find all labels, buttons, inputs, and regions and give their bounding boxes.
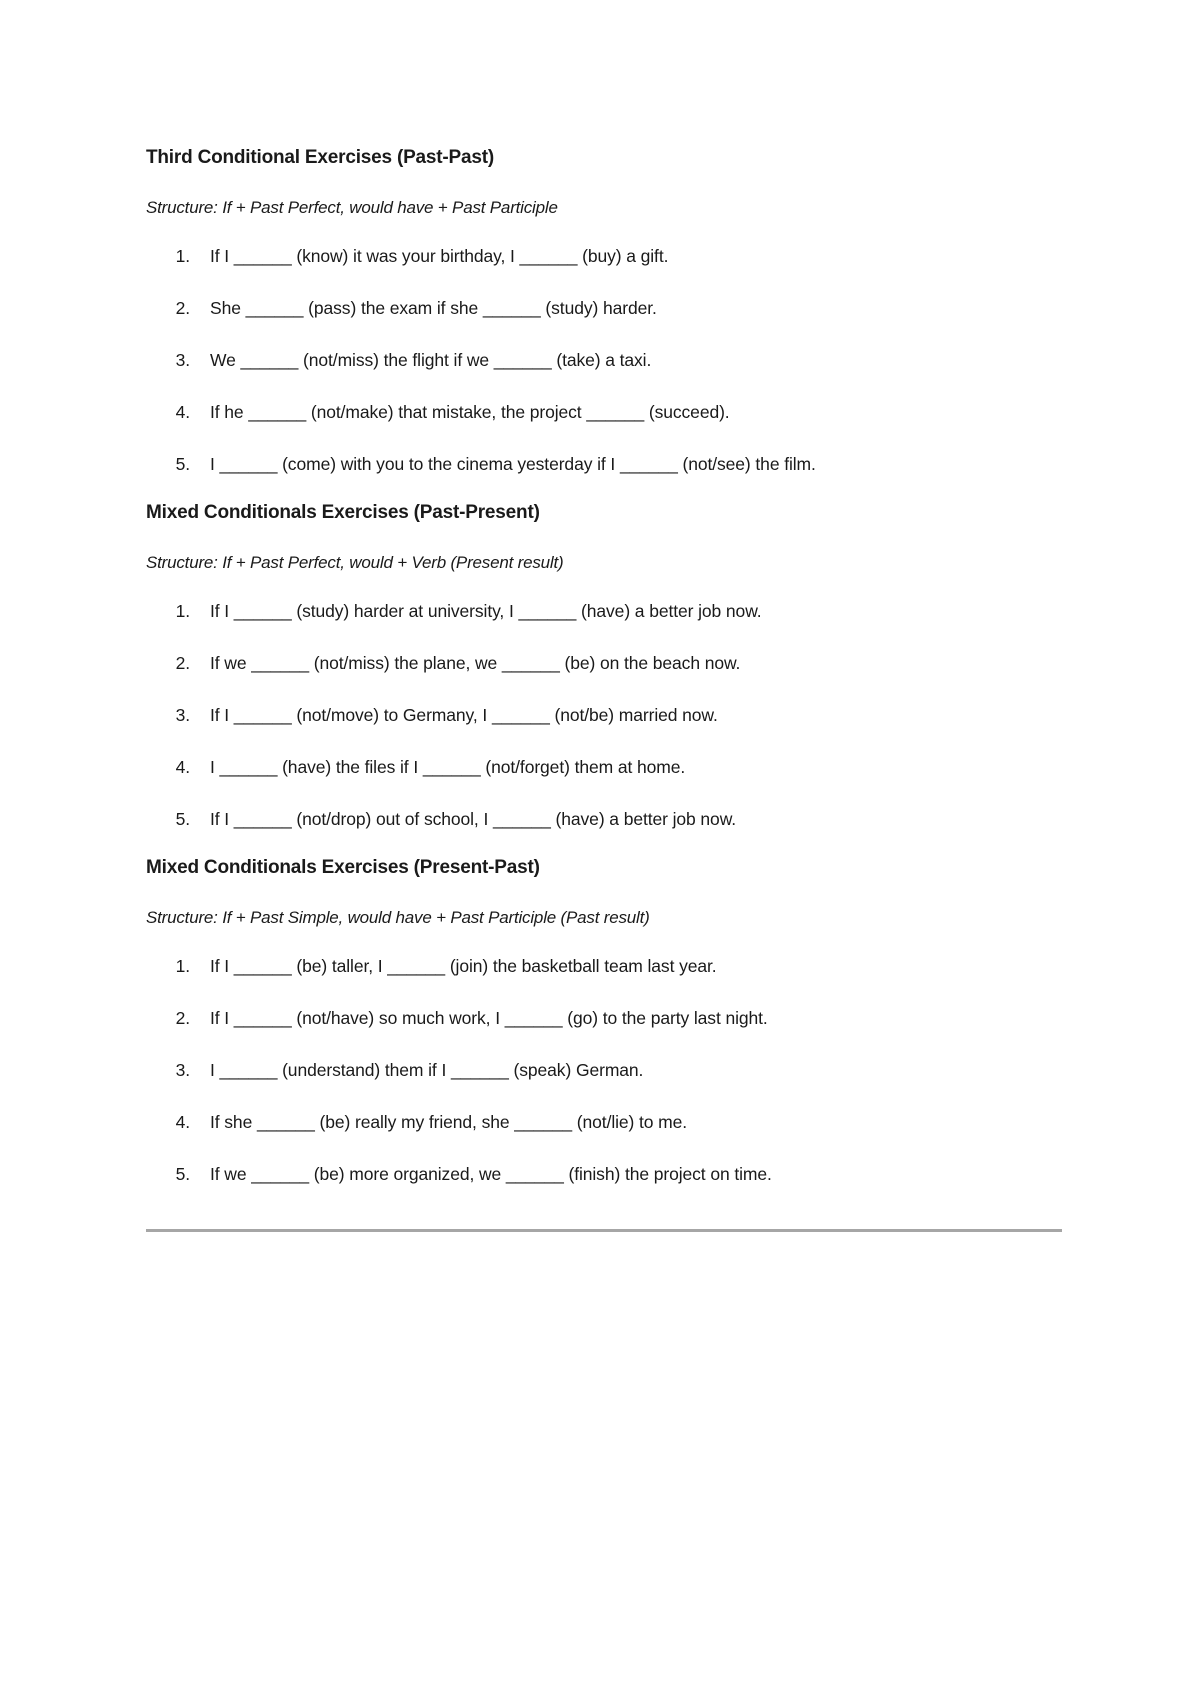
exercise-item [146, 401, 1066, 423]
exercise-item [146, 1059, 1066, 1081]
exercise-item [146, 245, 1066, 267]
section-mixed-present-past [146, 856, 1066, 1185]
item-text: We ______ (not/miss) the flight if we ______ (take) a taxi. [210, 350, 652, 370]
item-text: If I ______ (not/have) so much work, I ______ (go) to the party last night. [210, 1008, 768, 1028]
item-text: I ______ (have) the files if I ______ (not/forget) them at home. [210, 757, 686, 777]
item-number: 4. [175, 757, 190, 777]
exercise-list [146, 955, 1066, 1185]
exercise-item [146, 756, 1066, 778]
exercise-item [146, 808, 1066, 830]
structure-note: Structure: If + Past Perfect, would have + Past Participle [146, 198, 558, 217]
section-title: Mixed Conditionals Exercises (Past-Present) [146, 502, 540, 523]
item-text: I ______ (come) with you to the cinema yesterday if I ______ (not/see) the film. [210, 454, 816, 474]
item-text: If I ______ (be) taller, I ______ (join) the basketball team last year. [210, 956, 717, 976]
item-text: If I ______ (study) harder at university, I ______ (have) a better job now. [210, 601, 762, 621]
item-number: 1. [175, 956, 190, 976]
item-number: 4. [175, 1112, 190, 1132]
structure-note: Structure: If + Past Perfect, would + Verb (Present result) [146, 553, 564, 572]
item-number: 1. [175, 246, 190, 266]
section-mixed-past-present [146, 501, 1066, 830]
exercise-item [146, 297, 1066, 319]
item-text: If I ______ (know) it was your birthday, I ______ (buy) a gift. [210, 246, 669, 266]
exercise-item [146, 704, 1066, 726]
section-title: Third Conditional Exercises (Past-Past) [146, 147, 495, 168]
item-text: I ______ (understand) them if I ______ (speak) German. [210, 1060, 644, 1080]
item-text: If I ______ (not/move) to Germany, I ______ (not/be) married now. [210, 705, 718, 725]
exercise-list [146, 245, 1066, 475]
exercise-item [146, 1163, 1066, 1185]
item-text: She ______ (pass) the exam if she ______ (study) harder. [210, 298, 657, 318]
exercise-item [146, 1007, 1066, 1029]
section-title: Mixed Conditionals Exercises (Present-Past) [146, 857, 540, 878]
item-text: If he ______ (not/make) that mistake, the project ______ (succeed). [210, 402, 730, 422]
item-number: 3. [175, 350, 190, 370]
section-third-conditional [146, 146, 1066, 475]
item-number: 3. [175, 705, 190, 725]
exercise-item [146, 600, 1066, 622]
item-number: 2. [175, 298, 190, 318]
item-number: 5. [175, 1164, 190, 1184]
structure-note: Structure: If + Past Simple, would have + Past Participle (Past result) [146, 908, 650, 927]
item-text: If we ______ (be) more organized, we ______ (finish) the project on time. [210, 1164, 772, 1184]
item-number: 2. [175, 653, 190, 673]
item-number: 4. [175, 402, 190, 422]
item-text: If I ______ (not/drop) out of school, I ______ (have) a better job now. [210, 809, 737, 829]
item-number: 5. [175, 809, 190, 829]
exercise-item [146, 955, 1066, 977]
item-text: If we ______ (not/miss) the plane, we ______ (be) on the beach now. [210, 653, 741, 673]
horizontal-rule [146, 1229, 1062, 1232]
exercise-item [146, 453, 1066, 475]
exercise-item [146, 1111, 1066, 1133]
item-text: If she ______ (be) really my friend, she ______ (not/lie) to me. [210, 1112, 688, 1132]
exercise-item [146, 349, 1066, 371]
exercise-list [146, 600, 1066, 830]
item-number: 2. [175, 1008, 190, 1028]
document-content [146, 146, 1066, 1185]
exercise-item [146, 652, 1066, 674]
item-number: 1. [175, 601, 190, 621]
item-number: 3. [175, 1060, 190, 1080]
item-number: 5. [175, 454, 190, 474]
